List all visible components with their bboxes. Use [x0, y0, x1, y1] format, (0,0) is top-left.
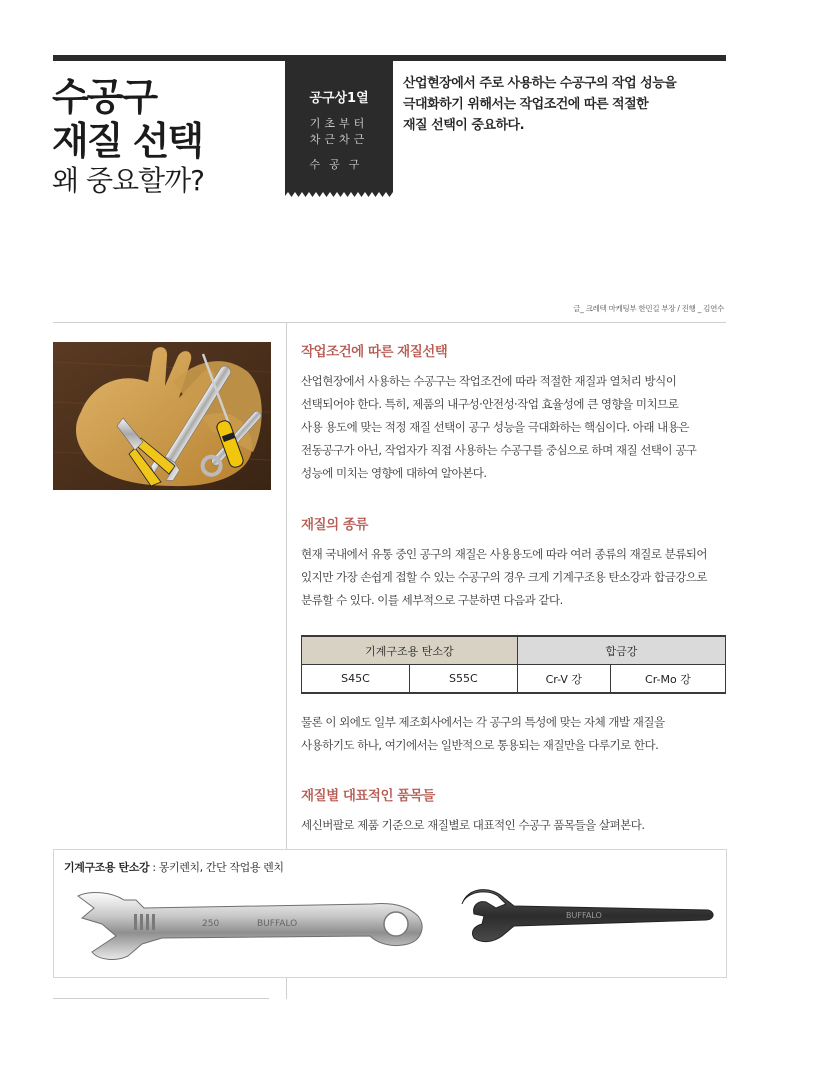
table-cell: S45C	[302, 665, 410, 694]
table-group-header: 기계구조용 탄소강	[302, 636, 518, 665]
paragraph-after-table	[301, 711, 726, 757]
table-row	[302, 665, 726, 694]
section-representative-items	[301, 784, 726, 837]
table-cell: S55C	[409, 665, 517, 694]
title-line-3: 왜 중요할까?	[52, 164, 205, 197]
title-line-1: 수공구	[52, 75, 157, 119]
badge-zigzag-edge	[285, 190, 393, 198]
title-line-2: 재질 선택	[52, 119, 203, 163]
caption-bold: 기계구조용 탄소강	[64, 861, 150, 874]
table-cell: Cr-Mo 강	[610, 665, 725, 694]
section-work-conditions	[301, 340, 726, 485]
paragraph-line: 있지만 가장 손쉽게 접할 수 있는 수공구의 경우 크게 기계구조용 탄소강과 합금강으로	[301, 570, 708, 584]
caption-rest: : 몽키렌치, 간단 작업용 렌치	[149, 861, 284, 874]
paragraph-line: 선택되어야 한다. 특히, 제품의 내구성·안전성·작업 효율성에 큰 영향을 미치므로	[301, 397, 679, 411]
table-header-row	[302, 636, 726, 665]
badge-line-3: 수공구	[309, 158, 369, 171]
paragraph-line: 전동공구가 아닌, 작업자가 직접 사용하는 수공구를 중심으로 하며 재질 선택이 공구	[301, 443, 697, 457]
paragraph-line: 분류할 수 있다. 이를 세부적으로 구분하면 다음과 같다.	[301, 593, 563, 607]
section-heading: 재질의 종류	[301, 517, 368, 533]
table-group-header: 합금강	[517, 636, 725, 665]
paragraph-line: 물론 이 외에도 일부 제조회사에서는 각 공구의 특성에 맞는 자체 개발 재질을	[301, 715, 665, 729]
carbon-steel-tools-box	[53, 849, 727, 978]
paragraph-line: 성능에 미치는 영향에 대하여 알아본다.	[301, 466, 487, 480]
paragraph-line: 현재 국내에서 유통 중인 공구의 재질은 사용용도에 따라 여러 종류의 재질로 분류되어	[301, 547, 708, 561]
author-credit: 글_ 크레텍 마케팅부 한민길 부장 / 진행 _ 김연수	[573, 304, 724, 313]
table-cell: Cr-V 강	[517, 665, 610, 694]
section-heading: 작업조건에 따른 재질선택	[301, 344, 448, 360]
badge-title: 공구상1열	[309, 91, 369, 106]
intro-line: 재질 선택이 중요하다.	[403, 118, 525, 133]
badge-line-2: 차근차근	[309, 133, 369, 146]
wrench-brand-engraving: BUFFALO	[566, 911, 602, 920]
divider-horizontal	[53, 322, 726, 323]
divider-bottom	[53, 998, 269, 999]
section-heading: 재질별 대표적인 품목들	[301, 788, 435, 804]
tools-on-gloves-photo	[53, 342, 271, 490]
open-end-wrench-image	[456, 886, 718, 952]
wrench-size-engraving: 250	[202, 919, 220, 929]
section-material-types	[301, 513, 726, 612]
adjustable-wrench-image	[72, 886, 428, 966]
paragraph-line: 사용하기도 하나, 여기에서는 일반적으로 통용되는 재질만을 다루기로 한다.	[301, 738, 659, 752]
material-table	[301, 635, 726, 694]
intro-line: 산업현장에서 주로 사용하는 수공구의 작업 성능을	[403, 76, 677, 91]
intro-text	[403, 73, 723, 136]
paragraph-line: 세신버팔로 제품 기준으로 재질별로 대표적인 수공구 품목들을 살펴본다.	[301, 818, 645, 832]
page-title	[52, 75, 204, 199]
series-badge	[285, 61, 393, 191]
badge-line-1: 기초부터	[309, 117, 369, 130]
paragraph-line: 사용 용도에 맞는 적정 재질 선택이 공구 성능을 극대화하는 핵심이다. 아래 내용은	[301, 420, 689, 434]
wrench-brand-engraving: BUFFALO	[257, 919, 298, 929]
intro-line: 극대화하기 위해서는 작업조건에 따른 적절한	[403, 97, 649, 112]
toolbox-caption	[64, 859, 284, 875]
paragraph-line: 산업현장에서 사용하는 수공구는 작업조건에 따라 적절한 재질과 열처리 방식이	[301, 374, 677, 388]
